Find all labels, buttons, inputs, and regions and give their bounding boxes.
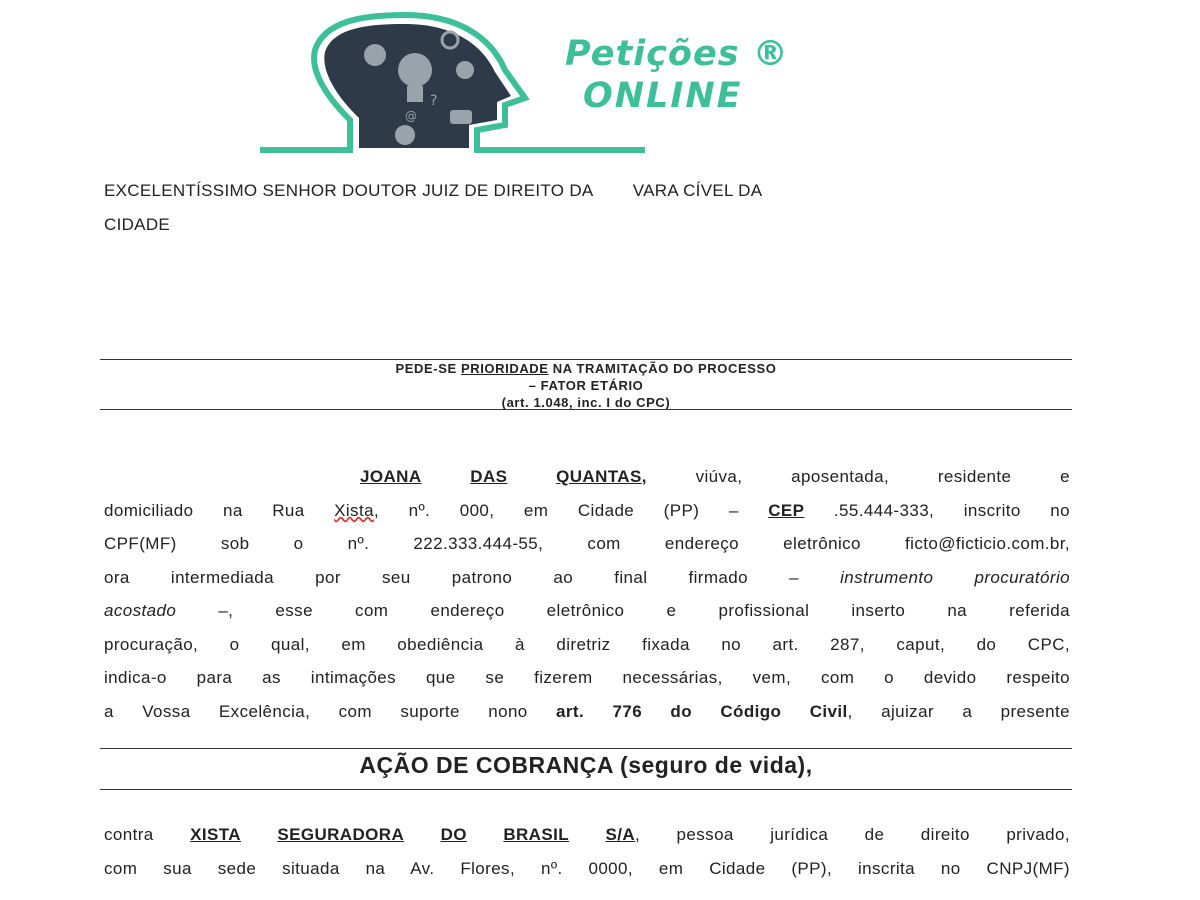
text-segment: acostado <box>104 601 177 620</box>
priority-text: NA TRAMITAÇÃO DO PROCESSO <box>548 361 777 376</box>
addressee-line-2: CIDADE <box>104 215 171 234</box>
priority-box <box>100 360 1072 411</box>
text-segment: ora intermediada por seu patrono ao final firmado – <box>104 567 841 587</box>
priority-underlined: PRIORIDADE <box>460 361 549 376</box>
text-segment: contra <box>104 825 191 844</box>
text-segment: SEGURADORA <box>277 825 405 844</box>
text-segment: , ajuizar a presente <box>847 701 1070 721</box>
text-segment: –, esse com endereço eletrônico e profissional inserto na referida <box>176 601 1070 620</box>
text-segment: instrumento procuratório <box>840 567 1070 587</box>
text-segment: DO <box>440 825 467 844</box>
text-segment: , <box>641 467 647 486</box>
svg-text:?: ? <box>430 93 438 109</box>
text-line <box>104 859 1070 879</box>
text-segment: procuração, o qual, em obediência à diretriz fixada no art. 287, caput, do CPC, <box>104 634 1070 654</box>
text-segment: CEP <box>768 500 805 520</box>
text-line <box>104 668 1070 688</box>
text-segment: BRASIL <box>503 825 570 844</box>
text-segment: viúva, aposentada, residente e <box>646 467 1070 486</box>
text-segment <box>467 825 503 844</box>
divider <box>100 748 1072 749</box>
text-segment <box>241 825 277 844</box>
text-segment: QUANTAS <box>556 467 642 486</box>
text-segment <box>422 467 471 486</box>
priority-text: PEDE-SE <box>395 361 461 376</box>
divider <box>100 789 1072 790</box>
text-segment: com sua sede situada na Av. Flores, nº. 0000, em Cidade (PP), inscrita no CNPJ(MF) <box>104 858 1070 878</box>
text-segment <box>404 825 440 844</box>
text-segment: DAS <box>470 467 508 486</box>
brand-online: ONLINE <box>583 76 743 116</box>
text-segment <box>569 825 605 844</box>
text-line <box>104 534 1070 554</box>
text-line <box>104 702 1070 722</box>
text-line <box>360 467 1070 487</box>
text-segment <box>507 467 556 486</box>
action-title: AÇÃO DE COBRANÇA (seguro de vida), <box>359 752 813 778</box>
text-segment: art. 776 do Código Civil <box>556 701 848 721</box>
text-line <box>104 501 1070 521</box>
priority-line-2: – FATOR ETÁRIO <box>528 378 644 393</box>
text-segment: , pessoa jurídica de direito privado, <box>635 825 1071 844</box>
text-segment: S/A <box>605 825 635 844</box>
text-segment: a Vossa Excelência, com suporte nono <box>104 701 557 721</box>
text-segment: Xista <box>334 500 374 520</box>
text-line <box>104 825 1070 845</box>
text-line <box>104 635 1070 655</box>
text-segment: , nº. 000, em Cidade (PP) – <box>373 500 769 520</box>
text-line <box>104 601 1070 621</box>
divider <box>100 409 1072 410</box>
priority-line-3: (art. 1.048, inc. I do CPC) <box>501 395 671 410</box>
text-line <box>104 568 1070 588</box>
svg-text:@: @ <box>405 109 417 123</box>
text-segment: domiciliado na Rua <box>104 500 335 520</box>
text-segment: CPF(MF) sob o nº. 222.333.444-55, com endereço eletrônico ficto@ficticio.com.br, <box>104 534 1070 553</box>
brand-name: Petições ® <box>565 34 789 74</box>
text-segment: XISTA <box>190 825 241 844</box>
text-segment: indica-o para as intimações que se fizerem necessárias, vem, com o devido respeito <box>104 668 1070 687</box>
text-segment: .55.444-333, inscrito no <box>804 500 1070 520</box>
text-segment: JOANA <box>360 467 422 486</box>
addressee-line-1: EXCELENTÍSSIMO SENHOR DOUTOR JUIZ DE DIREITO DA VARA CÍVEL DA <box>104 181 763 200</box>
